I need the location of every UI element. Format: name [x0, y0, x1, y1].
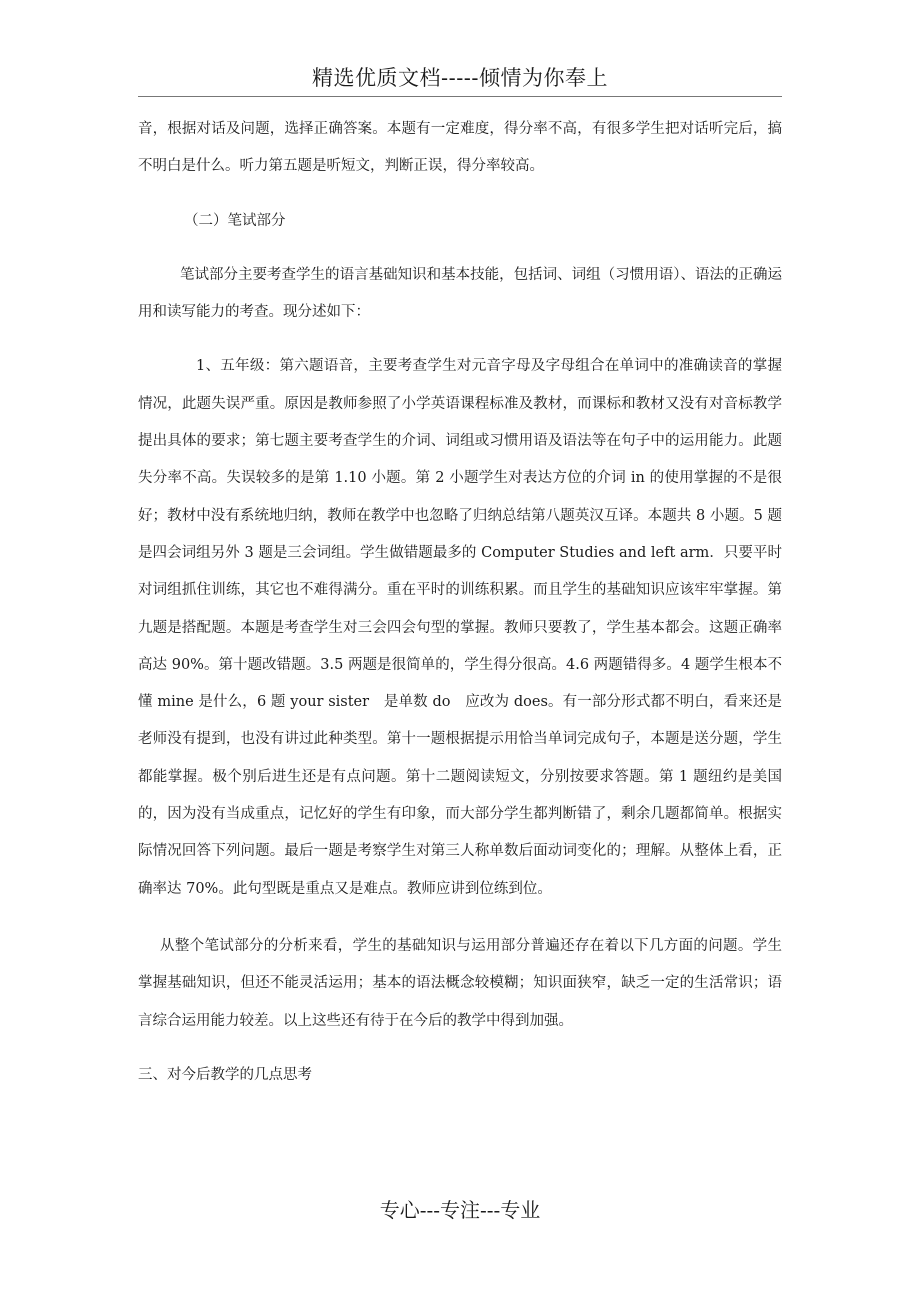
page-footer: 专心---专注---专业: [379, 1198, 541, 1222]
section-heading-reflections: 三、对今后教学的几点思考: [138, 1066, 312, 1083]
paragraph-grade-five-analysis: 1、五年级：第六题语音，主要考查学生对元音字母及字母组合在单词中的准确读音的掌握情况，此题失误严重。原因是教师参照了小学英语课程标准及教材，而课标和教材又没有对音标教学提出具体的要求；第七题主要考查学生的介词、词组或习惯用语及语法等在句子中的运用能力。此题失分率不高。失误较多的是第 1.10 小题。第 2 小题学生对表达方位的介词 in 的使用掌握的不是很好；教材中没有系统地归纳，教师在教学中也忽略了归纳总结第八题英汉互译。本题共 8 小题。5 题是四会词组另外 3 题是三会词组。学生做错题最多的 Computer Studies and left arm．只要平时对词组抓住训练，其它也不难得满分。重在平时的训练积累。而且学生的基础知识应该牢牢掌握。第九题是搭配题。本题是考查学生对三会四会句型的掌握。教师只要教了，学生基本都会。这题正确率高达 90%。第十题改错题。3.5 两题是很简单的，学生得分很高。4.6 两题错得多。4 题学生根本不懂 mine 是什么，6 题 your sister 是单数 do 应改为 does。有一部分形式都不明白，看来还是老师没有提到，也没有讲过此种类型。第十一题根据提示用恰当单词完成句子，本题是送分题，学生都能掌握。极个别后进生还是有点问题。第十二题阅读短文，分别按要求答题。第 1 题纽约是美国的，因为没有当成重点，记忆好的学生有印象，而大部分学生都判断错了，剩余几题都简单。根据实际情况回答下列问题。最后一题是考察学生对第三人称单数后面动词变化的；理解。从整体上看，正确率达 70%。此句型既是重点又是难点。教师应讲到位练到位。: [138, 358, 782, 897]
header-divider: [138, 96, 782, 97]
section-heading-written-test: （二）笔试部分: [184, 212, 286, 229]
paragraph-written-intro: 笔试部分主要考查学生的语言基础知识和基本技能，包括词、词组（习惯用语）、语法的正确运用和读写能力的考查。现分述如下：: [138, 266, 782, 321]
page-header-title: 精选优质文档-----倾情为你奉上: [312, 66, 608, 90]
paragraph-listening-continued: 音，根据对话及问题，选择正确答案。本题有一定难度，得分率不高，有很多学生把对话听完后，搞不明白是什么。听力第五题是听短文，判断正误，得分率较高。: [138, 121, 782, 175]
document-body: [138, 111, 782, 1094]
paragraph-written-summary: 从整个笔试部分的分析来看，学生的基础知识与运用部分普遍还存在着以下几方面的问题。学生掌握基础知识，但还不能灵活运用；基本的语法概念较模糊；知识面狭窄，缺乏一定的生活常识；语言综合运用能力较差。以上这些还有待于在今后的教学中得到加强。: [138, 937, 782, 1029]
